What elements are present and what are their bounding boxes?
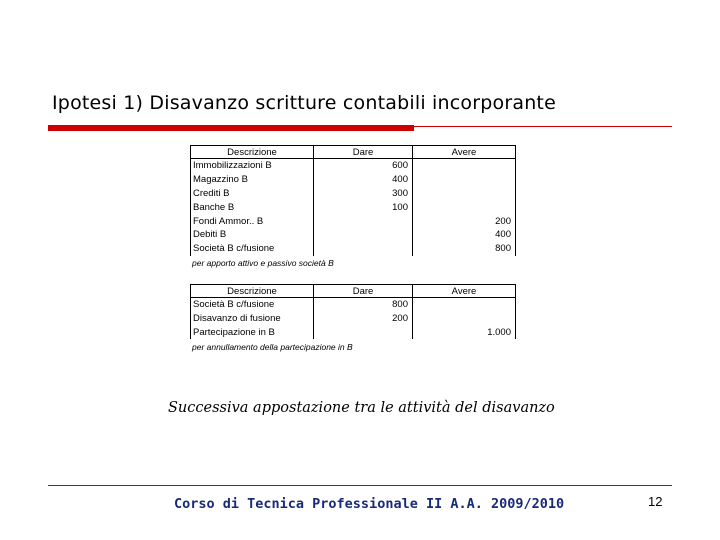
journal-table-2	[190, 284, 516, 339]
header-avere: Avere	[413, 285, 516, 298]
header-avere: Avere	[413, 146, 516, 159]
header-dare: Dare	[314, 285, 413, 298]
table-row	[191, 312, 516, 326]
table-1-note: per apporto attivo e passivo società B	[192, 258, 334, 268]
row-description: Magazzino B	[191, 173, 314, 187]
footer-rule	[48, 485, 672, 486]
table-row	[191, 214, 516, 228]
table-2-note: per annullamento della partecipazione in B	[192, 342, 353, 352]
page-number: 12	[648, 494, 663, 509]
table-header-row	[191, 146, 516, 159]
row-dare: 400	[314, 173, 413, 187]
row-avere	[413, 200, 516, 214]
table-row	[191, 173, 516, 187]
row-description: Debiti B	[191, 228, 314, 242]
row-dare: 100	[314, 200, 413, 214]
title-underline-thick	[48, 125, 414, 131]
table-row	[191, 228, 516, 242]
row-avere	[413, 159, 516, 173]
row-description: Banche B	[191, 200, 314, 214]
row-avere: 400	[413, 228, 516, 242]
row-avere	[413, 187, 516, 201]
row-description: Immobilizzazioni B	[191, 159, 314, 173]
subnote: Successiva appostazione tra le attività del disavanzo	[168, 400, 555, 416]
footer-course: Corso di Tecnica Professionale II A.A. 2009/2010	[174, 496, 565, 512]
row-dare: 800	[314, 298, 413, 312]
row-dare: 300	[314, 187, 413, 201]
journal-table-1	[190, 145, 516, 256]
row-avere	[413, 173, 516, 187]
row-avere: 1.000	[413, 326, 516, 340]
row-description: Partecipazione in B	[191, 326, 314, 340]
row-dare	[314, 326, 413, 340]
row-description: Società B c/fusione	[191, 242, 314, 256]
header-descrizione: Descrizione	[191, 146, 314, 159]
row-dare	[314, 214, 413, 228]
row-avere: 200	[413, 214, 516, 228]
table-row	[191, 242, 516, 256]
row-avere	[413, 298, 516, 312]
table-row	[191, 187, 516, 201]
row-dare	[314, 242, 413, 256]
table-row	[191, 326, 516, 340]
slide-title: Ipotesi 1) Disavanzo scritture contabili incorporante	[52, 92, 556, 114]
table-header-row	[191, 285, 516, 298]
table-row	[191, 159, 516, 173]
row-avere	[413, 312, 516, 326]
row-dare	[314, 228, 413, 242]
header-descrizione: Descrizione	[191, 285, 314, 298]
row-description: Disavanzo di fusione	[191, 312, 314, 326]
header-dare: Dare	[314, 146, 413, 159]
table-row	[191, 298, 516, 312]
row-avere: 800	[413, 242, 516, 256]
row-description: Fondi Ammor.. B	[191, 214, 314, 228]
row-dare: 600	[314, 159, 413, 173]
row-dare: 200	[314, 312, 413, 326]
table-row	[191, 200, 516, 214]
title-underline-thin	[414, 126, 672, 127]
row-description: Società B c/fusione	[191, 298, 314, 312]
row-description: Crediti B	[191, 187, 314, 201]
